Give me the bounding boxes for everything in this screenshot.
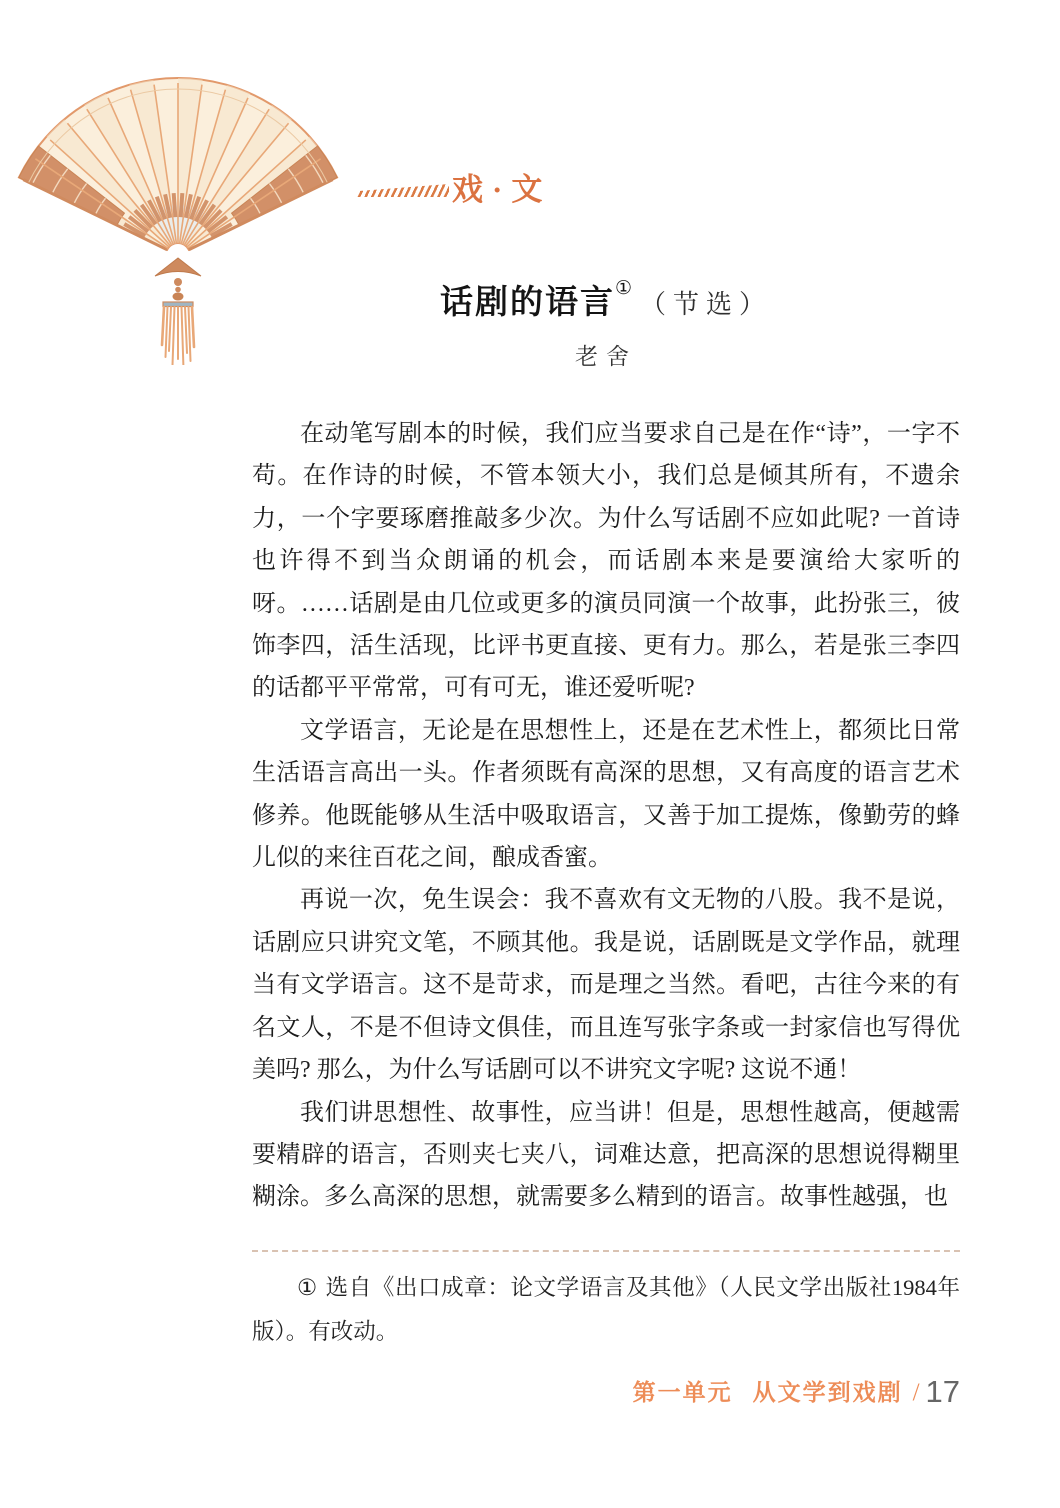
article-body [252,413,960,1219]
footnote-line [252,1266,960,1354]
footnote-marker: ① [297,1275,318,1300]
paragraph-2: 文学语言，无论是在思想性上，还是在艺术性上，都须比日常生活语言高出一头。作者须既有高深的思想，又有高度的语言艺术修养。他既能够从生活中吸取语言，又善于加工提炼，像勤劳的蜂儿似的来往百花之间，酿成香蜜。 [252,717,960,872]
footer-separator: / [912,1379,920,1406]
section-label: 戏·文 [452,172,552,207]
footnote-reference-mark: ① [614,277,633,299]
paragraph-3: 再说一次，免生误会：我不喜欢有文无物的八股。我不是说，话剧应只讲究文笔，不顾其他。我是说，话剧既是文学作品，就理当有文学语言。这不是苛求，而是理之当然。看吧，古往今来的有名文人，不是不但诗文俱佳，而且连写张字条或一封家信也写得优美吗? 那么，为什么写话剧可以不讲究文字呢? 这说不通！ [252,887,960,1084]
paragraph-4: 我们讲思想性、故事性，应当讲！但是，思想性越高，便越需要精辟的语言，否则夹七夹八，词难达意，把高深的思想说得糊里糊涂。多么高深的思想，就需要多么精到的语言。故事性越强，也 [252,1099,960,1211]
footnote [252,1266,960,1354]
page-number: 17 [925,1374,960,1409]
zigzag-line-icon [357,184,449,197]
lesson-title [252,276,960,323]
page-footer [252,1374,960,1410]
footnote-divider [252,1250,960,1252]
footer-unit-title: 从文学到戏剧 [752,1380,903,1405]
footnote-text: 选自《出口成章：论文学语言及其他》（人民文学出版社1984年版）。有改动。 [252,1275,960,1344]
lesson-title-text: 话剧的语言 [439,285,615,321]
footer-unit-label: 第一单元 [632,1380,733,1405]
lesson-title-suffix: （节选） [640,290,773,319]
author-name: 老舍 [575,344,637,369]
paragraph-1: 在动笔写剧本的时候，我们应当要求自己是在作“诗”，一字不苟。在作诗的时候，不管本领大小，我们总是倾其所有，不遗余力，一个字要琢磨推敲多少次。为什么写话剧不应如此呢? 一首诗也许得不到当众朗诵的机会，而话剧本来是要演给大家听的呀。……话剧是由几位或更多的演员同演一个故事，此扮张三，彼饰李四，活生活现，比评书更直接、更有力。那么，若是张三李四的话都平平常常，可有可无，谁还爱听呢? [252,421,960,702]
